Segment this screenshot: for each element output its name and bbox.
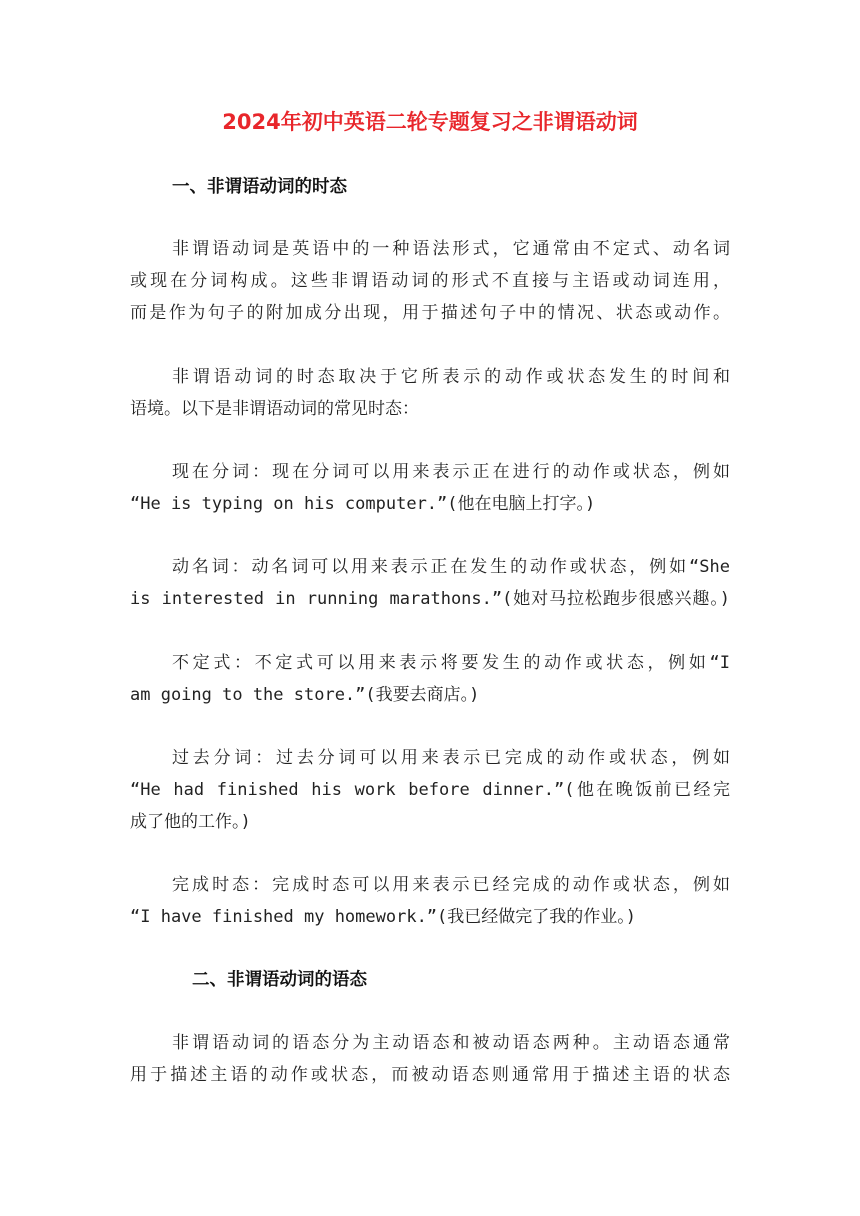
paragraph-voice-intro xyxy=(130,1027,730,1091)
section-heading-tense: 一、非谓语动词的时态 xyxy=(172,177,347,197)
section-heading-voice: 二、非谓语动词的语态 xyxy=(192,970,367,990)
paragraph-line: 非谓语动词是英语中的一种语法形式，它通常由不定式、动名词 xyxy=(172,239,730,259)
paragraph-line: 完成时态：完成时态可以用来表示已经完成的动作或状态，例如 xyxy=(172,875,730,895)
paragraph-line: 成了他的工作。) xyxy=(130,812,251,832)
paragraph-gerund xyxy=(130,551,730,615)
paragraph-perfect-tense xyxy=(130,869,730,933)
paragraph-line: am going to the store.”(我要去商店。) xyxy=(130,685,480,705)
paragraph-line: 非谓语动词的时态取决于它所表示的动作或状态发生的时间和 xyxy=(172,367,730,387)
paragraph-line: 而是作为句子的附加成分出现，用于描述句子中的情况、状态或动作。 xyxy=(130,303,730,323)
paragraph-line: 不定式：不定式可以用来表示将要发生的动作或状态，例如“I xyxy=(172,653,730,673)
paragraph-line: “He is typing on his computer.”(他在电脑上打字。) xyxy=(130,494,596,514)
paragraph-line: is interested in running marathons.”(她对马拉松跑步很感兴趣。) xyxy=(130,589,730,609)
paragraph-infinitive xyxy=(130,647,730,711)
paragraph-line: 动名词：动名词可以用来表示正在发生的动作或状态，例如“She xyxy=(172,557,730,577)
paragraph-line: 语境。以下是非谓语动词的常见时态： xyxy=(130,399,419,419)
document-title: 2024年初中英语二轮专题复习之非谓语动词 xyxy=(222,110,638,134)
paragraph-line: 过去分词：过去分词可以用来表示已完成的动作或状态，例如 xyxy=(172,748,730,768)
paragraph-line: 非谓语动词的语态分为主动语态和被动语态两种。主动语态通常 xyxy=(172,1033,730,1053)
paragraph-present-participle xyxy=(130,456,730,520)
paragraph-line: 或现在分词构成。这些非谓语动词的形式不直接与主语或动词连用， xyxy=(130,271,730,291)
paragraph-line: “I have finished my homework.”(我已经做完了我的作业。) xyxy=(130,907,637,927)
paragraph-line: 用于描述主语的动作或状态，而被动语态则通常用于描述主语的状态 xyxy=(130,1065,730,1085)
paragraph-past-participle xyxy=(130,742,730,838)
paragraph-tense-intro xyxy=(130,361,730,425)
paragraph-line: 现在分词：现在分词可以用来表示正在进行的动作或状态，例如 xyxy=(172,462,730,482)
paragraph-intro xyxy=(130,233,730,329)
paragraph-line: “He had finished his work before dinner.”(他在晚饭前已经完 xyxy=(130,780,730,800)
